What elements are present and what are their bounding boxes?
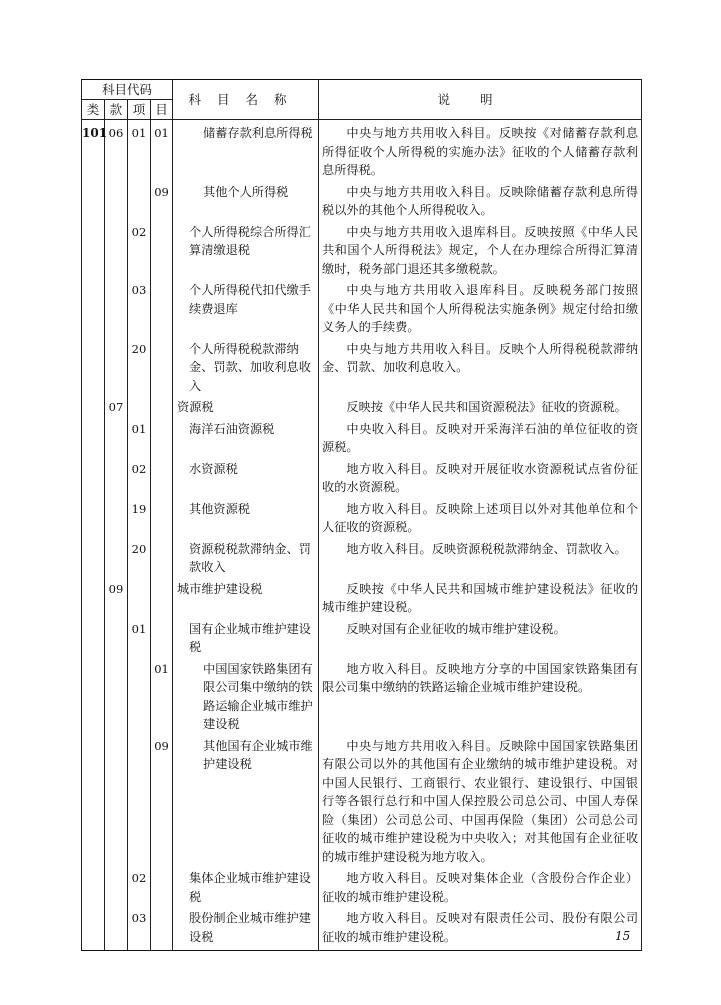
table-row — [82, 539, 642, 579]
code-lei — [82, 419, 105, 459]
code-kuan — [105, 182, 128, 222]
subject-name: 城市维护建设税 — [173, 579, 319, 619]
subject-description: 中央与地方共用收入退库科目。反映按照《中华人民共和国个人所得税法》规定，个人在办理综合所得汇算清缴时，税务部门退还其多缴税款。 — [319, 222, 642, 281]
code-kuan — [105, 280, 128, 339]
subject-description: 中央与地方共用收入退库科目。反映税务部门按照《中华人民共和国个人所得税法实施条例》规定付给扣缴义务人的手续费。 — [319, 280, 642, 339]
code-kuan: 09 — [105, 579, 128, 619]
subject-name: 个人所得税税款滞纳金、罚款、加收利息收入 — [173, 339, 319, 398]
code-lei: 101 — [82, 120, 105, 182]
table-row — [82, 280, 642, 339]
subject-name: 其他个人所得税 — [173, 182, 319, 222]
code-xiang: 20 — [128, 539, 151, 579]
subject-description: 中央与地方共用收入科目。反映除储蓄存款利息所得税以外的其他个人所得税收入。 — [319, 182, 642, 222]
code-lei — [82, 397, 105, 419]
table-row — [82, 908, 642, 951]
code-mu — [151, 339, 173, 398]
code-lei — [82, 579, 105, 619]
code-xiang — [128, 397, 151, 419]
code-kuan: 07 — [105, 397, 128, 419]
code-lei — [82, 182, 105, 222]
subject-description: 反映按《中华人民共和国资源税法》征收的资源税。 — [319, 397, 642, 419]
subject-name: 其他国有企业城市维护建设税 — [173, 736, 319, 869]
table-row — [82, 499, 642, 539]
code-mu — [151, 619, 173, 659]
code-lei — [82, 539, 105, 579]
header-lei: 类 — [82, 100, 105, 120]
code-kuan: 06 — [105, 120, 128, 182]
subject-name: 个人所得税综合所得汇算清缴退税 — [173, 222, 319, 281]
budget-subject-table — [81, 79, 642, 951]
page-number: 15 — [615, 929, 631, 943]
subject-name: 水资源税 — [173, 459, 319, 499]
code-kuan — [105, 499, 128, 539]
subject-name: 中国国家铁路集团有限公司集中缴纳的铁路运输企业城市维护建设税 — [173, 659, 319, 736]
code-xiang: 02 — [128, 868, 151, 908]
code-kuan — [105, 419, 128, 459]
table-row — [82, 419, 642, 459]
subject-description: 反映按《中华人民共和国城市维护建设税法》征收的城市维护建设税。 — [319, 579, 642, 619]
code-kuan — [105, 619, 128, 659]
subject-name: 国有企业城市维护建设税 — [173, 619, 319, 659]
header-subject-code: 科目代码 — [82, 80, 173, 100]
code-lei — [82, 339, 105, 398]
code-kuan — [105, 339, 128, 398]
table-row — [82, 182, 642, 222]
code-xiang: 02 — [128, 222, 151, 281]
header-xiang: 项 — [128, 100, 151, 120]
header-kuan: 款 — [105, 100, 128, 120]
subject-description: 中央与地方共用收入科目。反映按《对储蓄存款利息所得征收个人所得税的实施办法》征收的个人储蓄存款利息所得税。 — [319, 120, 642, 182]
header-mu: 目 — [151, 100, 173, 120]
code-mu — [151, 419, 173, 459]
subject-description: 地方收入科目。反映除上述项目以外对其他单位和个人征收的资源税。 — [319, 499, 642, 539]
table-row — [82, 868, 642, 908]
code-mu — [151, 908, 173, 951]
code-xiang: 03 — [128, 280, 151, 339]
code-kuan — [105, 736, 128, 869]
subject-name: 资源税 — [173, 397, 319, 419]
code-xiang — [128, 182, 151, 222]
subject-name: 储蓄存款利息所得税 — [173, 120, 319, 182]
code-lei — [82, 619, 105, 659]
subject-name: 其他资源税 — [173, 499, 319, 539]
subject-description: 地方收入科目。反映地方分享的中国国家铁路集团有限公司集中缴纳的铁路运输企业城市维护建设税。 — [319, 659, 642, 736]
code-kuan — [105, 459, 128, 499]
subject-description: 地方收入科目。反映对有限责任公司、股份有限公司征收的城市维护建设税。 — [319, 908, 642, 951]
code-mu — [151, 579, 173, 619]
code-xiang: 19 — [128, 499, 151, 539]
code-mu — [151, 539, 173, 579]
code-lei — [82, 659, 105, 736]
subject-description: 反映对国有企业征收的城市维护建设税。 — [319, 619, 642, 659]
subject-name: 资源税税款滞纳金、罚款收入 — [173, 539, 319, 579]
code-mu — [151, 868, 173, 908]
subject-name: 股份制企业城市维护建设税 — [173, 908, 319, 951]
code-lei — [82, 908, 105, 951]
subject-name: 个人所得税代扣代缴手续费退库 — [173, 280, 319, 339]
table-row — [82, 736, 642, 869]
subject-name: 海洋石油资源税 — [173, 419, 319, 459]
code-lei — [82, 736, 105, 869]
subject-description: 中央收入科目。反映对开采海洋石油的单位征收的资源税。 — [319, 419, 642, 459]
subject-name: 集体企业城市维护建设税 — [173, 868, 319, 908]
table-row — [82, 579, 642, 619]
code-kuan — [105, 908, 128, 951]
table-row — [82, 619, 642, 659]
table-row — [82, 120, 642, 182]
subject-description: 中央与地方共用收入科目。反映除中国国家铁路集团有限公司以外的其他国有企业缴纳的城市维护建设税。对中国人民银行、工商银行、农业银行、建设银行、中国银行等各银行总行和中国人保控股公司总公司、中国人寿保险（集团）公司总公司、中国再保险（集团）公司总公司征收的城市维护建设税为中央收入；对其他国有企业征收的城市维护建设税为地方收入。 — [319, 736, 642, 869]
code-lei — [82, 868, 105, 908]
code-xiang — [128, 659, 151, 736]
code-mu — [151, 397, 173, 419]
code-mu: 09 — [151, 182, 173, 222]
table-row — [82, 339, 642, 398]
subject-description: 地方收入科目。反映资源税税款滞纳金、罚款收入。 — [319, 539, 642, 579]
table-row — [82, 659, 642, 736]
code-xiang: 03 — [128, 908, 151, 951]
code-xiang: 20 — [128, 339, 151, 398]
code-kuan — [105, 868, 128, 908]
code-mu — [151, 222, 173, 281]
code-mu — [151, 280, 173, 339]
code-mu: 01 — [151, 120, 173, 182]
table-header — [82, 80, 642, 120]
header-subject-name: 科目名称 — [173, 80, 319, 120]
header-description: 说明 — [319, 80, 642, 120]
code-lei — [82, 499, 105, 539]
code-mu: 01 — [151, 659, 173, 736]
subject-description: 地方收入科目。反映对集体企业（含股份合作企业）征收的城市维护建设税。 — [319, 868, 642, 908]
code-xiang — [128, 736, 151, 869]
table-row — [82, 222, 642, 281]
code-kuan — [105, 539, 128, 579]
code-mu — [151, 459, 173, 499]
code-kuan — [105, 222, 128, 281]
code-lei — [82, 280, 105, 339]
table-row — [82, 397, 642, 419]
code-lei — [82, 222, 105, 281]
subject-description: 中央与地方共用收入科目。反映个人所得税税款滞纳金、罚款、加收利息收入。 — [319, 339, 642, 398]
code-kuan — [105, 659, 128, 736]
code-mu — [151, 499, 173, 539]
subject-description: 地方收入科目。反映对开展征收水资源税试点省份征收的水资源税。 — [319, 459, 642, 499]
table-body — [82, 120, 642, 951]
table-row — [82, 459, 642, 499]
code-xiang — [128, 579, 151, 619]
code-xiang: 01 — [128, 419, 151, 459]
code-xiang: 01 — [128, 619, 151, 659]
code-xiang: 01 — [128, 120, 151, 182]
code-mu: 09 — [151, 736, 173, 869]
code-lei — [82, 459, 105, 499]
code-xiang: 02 — [128, 459, 151, 499]
